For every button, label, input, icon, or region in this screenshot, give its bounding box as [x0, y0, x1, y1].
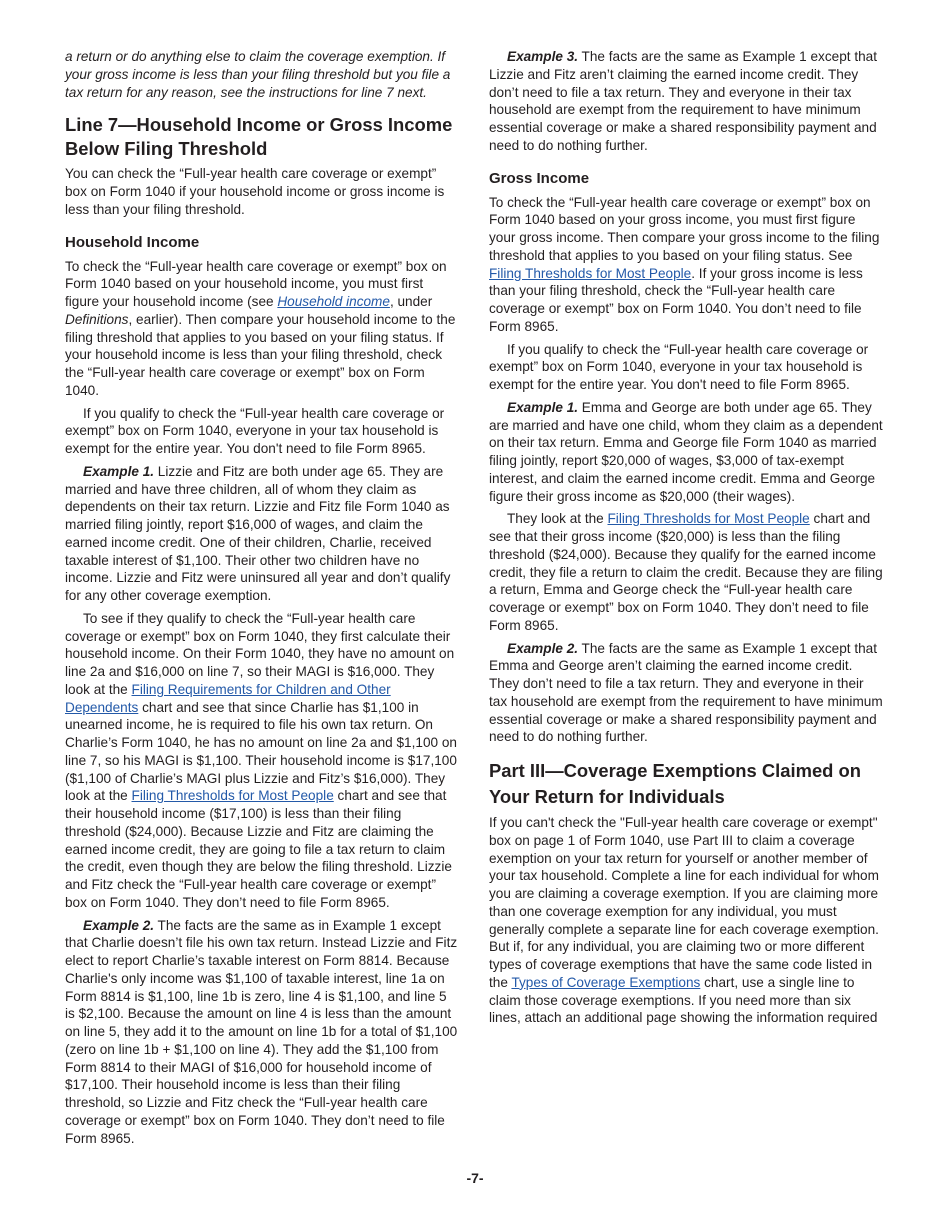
intro-paragraph: a return or do anything else to claim the coverage exemption. If your gross income is less than your filing threshold but you file a tax return for any reason, see the instructions for line 7 next. [65, 49, 451, 100]
example-label: Example 1. [83, 463, 155, 479]
example-label: Example 1. [507, 399, 579, 415]
household-income-paragraph [65, 258, 459, 400]
part3-paragraph [489, 814, 883, 1027]
example-2-paragraph [65, 917, 459, 1148]
page-number: -7- [466, 1170, 484, 1186]
filing-thresholds-link[interactable]: Filing Thresholds for Most People [489, 265, 692, 281]
text: The facts are the same as Example 1 except that Emma and George aren’t claiming the earned income credit. They don’t need to file a tax return. They and everyone in their tax household are exempt from the requirement to have minimum essential coverage or make a shared responsibility payment and need to do nothing further. [489, 640, 883, 745]
text: chart, use a single line to claim those coverage exemptions. If you need more than six lines, attach an additional page showing the information required [489, 974, 878, 1026]
example-3-paragraph [489, 48, 883, 155]
filing-thresholds-link[interactable]: Filing Thresholds for Most People [607, 511, 810, 527]
household-income-link[interactable]: Household income [277, 294, 390, 309]
text: chart and see that their household income ($17,100) is less than their filing threshold ($24,000). Because Lizzie and Fitz are claiming the earned income credit, they are going to file a tax return to claim the credit, even though they are below the filing threshold. Lizzie and Fitz check the “Full-year health care coverage or exempt” box on Form 1040. They don’t need to file Form 8965. [65, 788, 452, 910]
left-column [65, 48, 459, 1152]
see-if-qualify-paragraph [65, 610, 459, 912]
right-column [489, 48, 883, 1032]
definitions-ref: Definitions [65, 311, 129, 327]
line7-heading: Line 7—Household Income or Gross Income Below Filing Threshold [65, 114, 453, 160]
qualify-paragraph: If you qualify to check the “Full-year health care coverage or exempt” box on Form 1040, everyone in your tax household is exempt for the entire year. You don't need to file Form 8965. [65, 405, 445, 456]
text: . If your gross income is less than your filing threshold, check the “Full-year health care coverage or exempt” box on Form 1040. You don’t need to file Form 8965. [489, 265, 863, 334]
gross-look-paragraph [489, 510, 883, 634]
types-of-coverage-exemptions-link[interactable]: Types of Coverage Exemptions [511, 974, 701, 990]
text: , earlier). Then compare your household income to the filing threshold that applies to you based on your filing status. If your household income is less than your filing threshold, check the “Full-year health care coverage or exempt” box on Form 1040. [65, 311, 456, 398]
text: They look at the [507, 511, 608, 527]
example-1-paragraph [65, 463, 459, 605]
gross-income-heading: Gross Income [489, 169, 590, 187]
gross-income-paragraph [489, 194, 883, 336]
text: To check the “Full-year health care coverage or exempt” box on Form 1040 based on your household income, you must first figure your household income (see [65, 258, 447, 309]
filing-requirements-children-link[interactable]: Filing Requirements for Children and Other Dependents [65, 681, 391, 715]
example-label: Example 2. [83, 917, 155, 933]
filing-thresholds-link[interactable]: Filing Thresholds for Most People [131, 788, 334, 804]
text: If you can't check the "Full-year health care coverage or exempt" box on page 1 of Form 1040, use Part III to claim a coverage exemption on your tax return for yourself or another member of your tax household. Complete a line for each individual for whom you are claiming a coverage exemption. If you are claiming more than one coverage exemption for any individual, you must generally complete a separate line for each coverage exemption. But if, for any individual, you are claiming two or more different types of coverage exemptions that have the same code listed in the [489, 815, 879, 990]
gross-example-1-paragraph [489, 399, 883, 506]
gross-qualify-paragraph: If you qualify to check the “Full-year health care coverage or exempt” box on Form 1040, everyone in your tax household is exempt for the entire year. You don't need to file Form 8965. [489, 341, 869, 392]
text: To check the “Full-year health care coverage or exempt” box on Form 1040 based on your gross income, you must first figure your gross income. Then compare your gross income to the filing threshold that applies to you based on your filing status. See [489, 194, 880, 263]
text: , under [389, 294, 433, 309]
text: The facts are the same as Example 1 except that Lizzie and Fitz aren’t claiming the earned income credit. They don’t need to file a tax return. They and everyone in their tax household are exempt from the requirement to have minimum essential coverage or make a shared responsibility payment and need to do nothing further. [489, 49, 878, 153]
part3-heading: Part III—Coverage Exemptions Claimed on Your Return for Individuals [489, 760, 861, 807]
text: Lizzie and Fitz are both under age 65. They are married and have three children, all of whom they claim as dependents on their tax return. Lizzie and Fitz file Form 1040 as married filing jointly, report $16,000 of wages, and claim the earned income credit. One of their children, Charlie, received taxable interest of $1,100. Their other two children have no income. Lizzie and Fitz were uninsured all year and don’t qualify for any other coverage exemption. [65, 463, 451, 603]
text: The facts are the same as in Example 1 except that Charlie doesn’t file his own tax return. Instead Lizzie and Fitz elect to report Charlie’s taxable interest on Form 8814. Because Charlie's only income was $1,100 of taxable interest, line 1a on Form 8814 is $1,100, line 1b is zero, line 4 is $1,100, and line 5 is $2,100. Because the amount on line 4 is less than the amount on line 5, they add it to the amount on line 1b for a total of $1,100 (zero on line 1b + $1,100 on line 4). They add the $1,100 from Form 8814 to their MAGI of $16,000 for household income of $17,100. Their household income is less than their filing threshold, so Lizzie and Fitz check the “Full-year health care coverage or exempt” box on Form 1040. They don’t need to file Form 8965. [65, 917, 458, 1146]
text: To see if they qualify to check the “Full-year health care coverage or exempt” box on Form 1040, they first calculate their household income. On their Form 1040, they have no amount on line 2a and $16,000 on line 7, so their MAGI is $16,000. They look at the [65, 610, 455, 697]
example-label: Example 2. [507, 640, 579, 656]
gross-example-2-paragraph [489, 640, 883, 747]
example-label: Example 3. [507, 49, 579, 64]
text: chart and see that their gross income ($20,000) is less than the filing threshold ($24,000). Because they qualify for the earned income credit, they file a return to claim the credit. Because they are filing a return, Emma and George check the “Full-year health care coverage or exempt” box on Form 1040. They don’t need to file Form 8965. [489, 511, 883, 633]
line7-paragraph: You can check the “Full-year health care coverage or exempt” box on Form 1040 if your household income or gross income is less than your filing threshold. [65, 166, 445, 217]
household-income-heading: Household Income [65, 233, 200, 251]
text: chart and see that since Charlie has $1,100 in unearned income, he is required to file his own tax return. On Charlie’s Form 1040, he has no amount on line 2a and $1,100 on line 7, so his MAGI is $1,100. Their household income is $17,100 ($1,100 of Charlie’s MAGI plus Lizzie and Fitz’s $16,000). They look at the [65, 699, 457, 804]
text: Emma and George are both under age 65. They are married and have one child, whom they claim as a dependent on their tax return. Emma and George file Form 1040 as married filing jointly, report $20,000 of wages, $3,000 of tax-exempt interest, and claim the earned income credit. Emma and George figure their gross income as $20,000 (their wages). [489, 399, 883, 504]
